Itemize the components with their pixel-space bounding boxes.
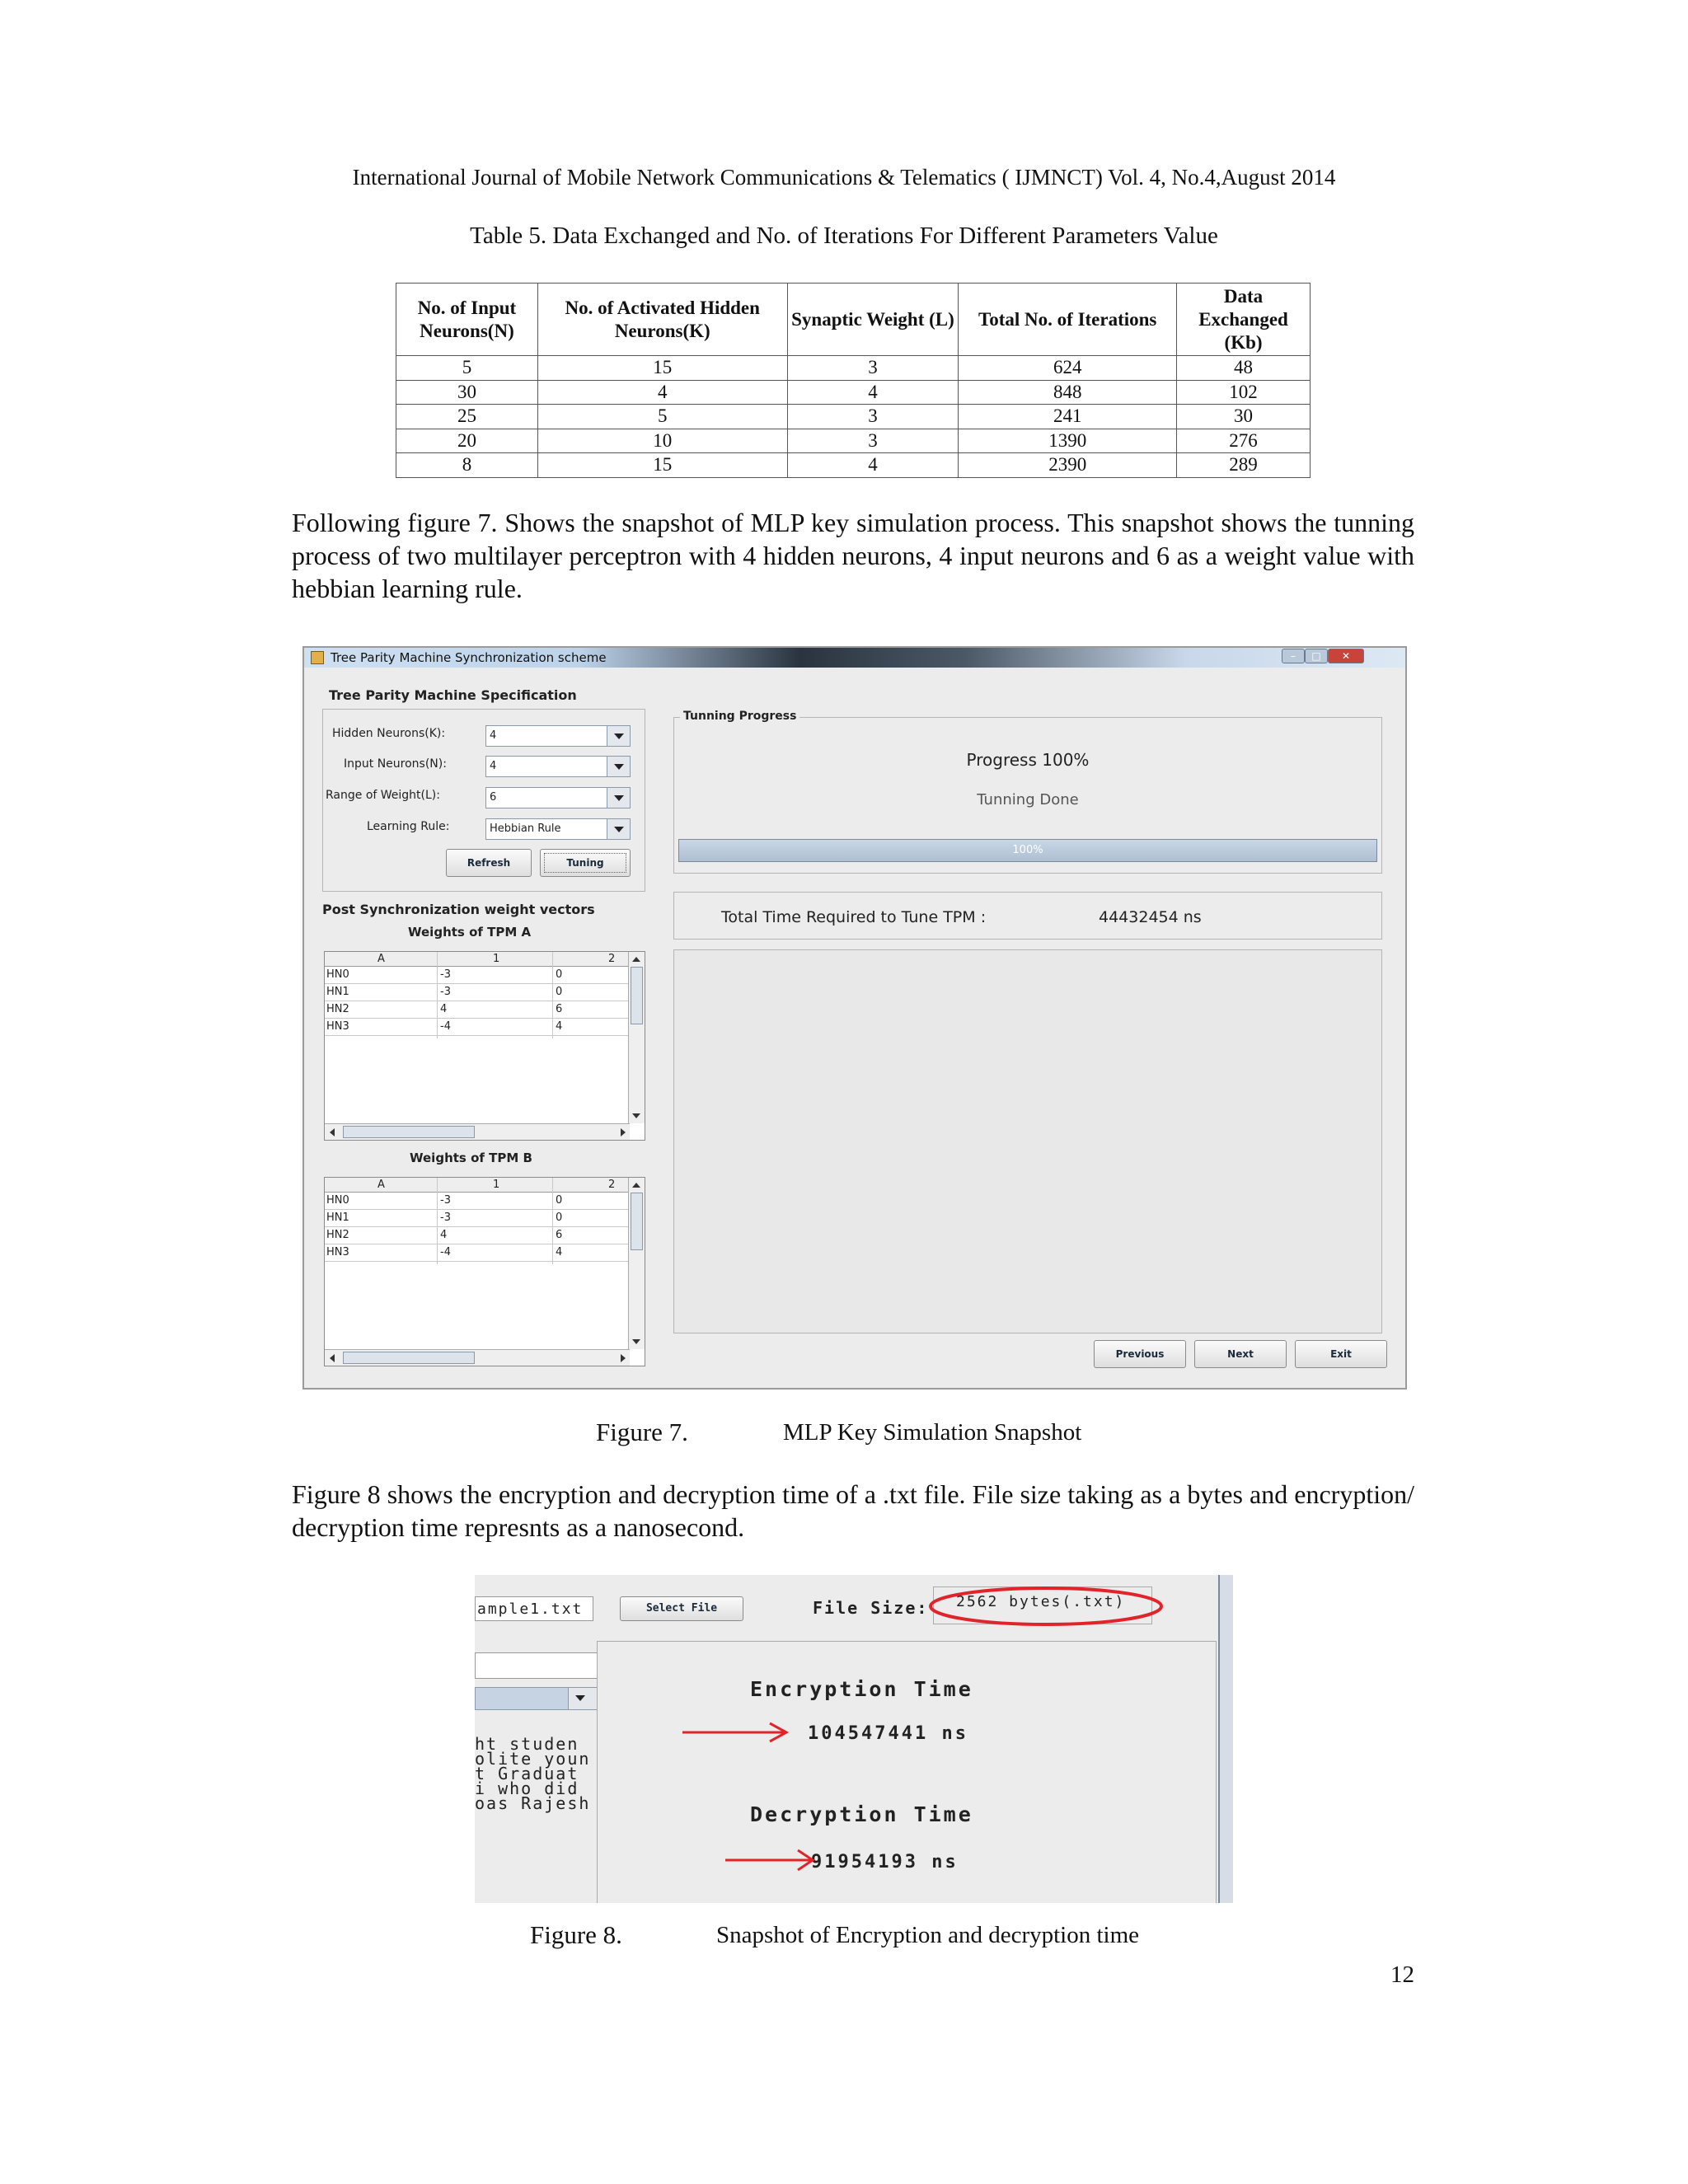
table-cell: 848 [959, 380, 1177, 405]
learning-rule-select[interactable] [485, 818, 631, 840]
table-row[interactable] [325, 967, 628, 984]
grid-cell: 6 [556, 1003, 563, 1015]
maximize-icon[interactable]: □ [1305, 649, 1328, 663]
learning-rule-label: Learning Rule: [367, 820, 450, 833]
table-cell: 2390 [959, 453, 1177, 478]
tpm-b-title: Weights of TPM B [410, 1151, 532, 1165]
table-row[interactable] [325, 984, 628, 1001]
scroll-thumb[interactable] [631, 967, 643, 1024]
grid-cell: 4 [440, 1003, 448, 1015]
grid-cell: HN2 [326, 1229, 349, 1241]
weight-range-select[interactable] [485, 787, 631, 808]
figure7-caption-number: Figure 7. [596, 1418, 688, 1446]
table-cell: 624 [959, 356, 1177, 381]
tpm-window [302, 646, 1407, 1390]
grid-cell: HN1 [326, 1212, 349, 1224]
table-cell: 102 [1177, 380, 1311, 405]
chevron-down-icon[interactable] [607, 726, 630, 746]
table-cell: 30 [1177, 405, 1311, 429]
table-header-row [396, 284, 1311, 356]
hidden-neurons-select[interactable] [485, 725, 631, 747]
scroll-thumb[interactable] [343, 1126, 475, 1138]
col-header-synaptic-weight: Synaptic Weight (L) [787, 284, 959, 356]
table-cell: 3 [787, 405, 959, 429]
scroll-right-icon[interactable] [616, 1125, 629, 1138]
grid-cell: 0 [556, 986, 563, 998]
scroll-down-icon[interactable] [630, 1109, 643, 1122]
scroll-thumb[interactable] [631, 1193, 643, 1250]
grid-cell: -3 [440, 1212, 451, 1224]
chevron-down-icon[interactable] [607, 757, 630, 776]
grid-cell: -4 [440, 1246, 451, 1258]
horizontal-scrollbar[interactable] [325, 1349, 630, 1366]
learning-rule-value: Hebbian Rule [490, 823, 561, 835]
app-icon [311, 651, 324, 664]
file-path-field[interactable]: ample1.txt [475, 1596, 593, 1621]
file-size-value: 2562 bytes(.txt) [956, 1593, 1126, 1610]
table-cell: 3 [787, 356, 959, 381]
input-neurons-label: Input Neurons(N): [344, 757, 447, 771]
grid-cell: HN2 [326, 1003, 349, 1015]
grid-cell: -3 [440, 986, 451, 998]
grid-cell: HN1 [326, 986, 349, 998]
grid-cell: HN3 [326, 1020, 349, 1033]
figure8-caption-number: Figure 8. [530, 1920, 622, 1949]
grid-cell: -3 [440, 968, 451, 981]
table-row [396, 429, 1311, 453]
grid-cell: HN0 [326, 1194, 349, 1207]
scroll-down-icon[interactable] [630, 1335, 643, 1348]
chevron-down-icon[interactable] [607, 819, 630, 839]
minimize-icon[interactable]: – [1282, 649, 1305, 663]
grid-cell: HN0 [326, 968, 349, 981]
table-row [396, 453, 1311, 478]
grid-cell: -4 [440, 1020, 451, 1033]
horizontal-scrollbar[interactable] [325, 1123, 630, 1140]
table-caption: Table 5. Data Exchanged and No. of Iterations For Different Parameters Value [470, 223, 1218, 249]
output-panel [673, 949, 1382, 1333]
table-row [396, 405, 1311, 429]
side-scrollbar[interactable] [1218, 1575, 1233, 1903]
refresh-button[interactable]: Refresh [446, 849, 532, 877]
table-cell: 10 [537, 429, 787, 453]
preview-line: ht studen [475, 1736, 579, 1754]
col-header-iterations: Total No. of Iterations [959, 284, 1177, 356]
progress-label: Progress 100% [966, 750, 1090, 770]
table-row[interactable] [325, 1193, 628, 1210]
tuning-button-label: Tuning [566, 857, 604, 869]
scroll-left-icon[interactable] [326, 1351, 339, 1364]
table-cell: 5 [537, 405, 787, 429]
preview-line: t Graduat [475, 1764, 579, 1783]
table-cell: 8 [396, 453, 538, 478]
paragraph-fig7-intro: Following figure 7. Shows the snapshot of MLP key simulation process. This snapshot shows the tunning process of two multilayer perceptron with 4 hidden neurons, 4 input neurons and 6 as a weight value with hebbian learning rule. [292, 508, 1414, 603]
scroll-thumb[interactable] [343, 1352, 475, 1364]
select-file-button[interactable]: Select File [620, 1596, 743, 1621]
scroll-up-icon[interactable] [630, 1179, 643, 1192]
total-time-label: Total Time Required to Tune TPM : [721, 908, 987, 926]
chevron-down-icon[interactable] [568, 1688, 601, 1709]
tpm-a-grid[interactable] [324, 951, 645, 1141]
grid-cell: 0 [556, 1212, 563, 1224]
progress-bar-text: 100% [1012, 844, 1043, 856]
total-time-value: 44432454 ns [1099, 908, 1202, 926]
tunning-group-title: Tunning Progress [680, 710, 799, 723]
table-cell: 5 [396, 356, 538, 381]
grid-cell: 0 [556, 1194, 563, 1207]
spec-title: Tree Parity Machine Specification [329, 687, 577, 703]
tpm-b-grid[interactable] [324, 1177, 645, 1366]
grid-col-a: A [377, 953, 385, 965]
preview-line: olite youn [475, 1749, 591, 1769]
progress-bar [678, 839, 1377, 862]
table-row[interactable] [325, 1210, 628, 1227]
table-row[interactable] [325, 1227, 628, 1244]
table-cell: 15 [537, 356, 787, 381]
exit-button[interactable]: Exit [1295, 1340, 1387, 1368]
post-sync-title: Post Synchronization weight vectors [322, 902, 595, 917]
table-cell: 4 [787, 380, 959, 405]
text-field[interactable] [475, 1652, 607, 1679]
annotation-circle [926, 1582, 1165, 1631]
chevron-down-icon[interactable] [607, 788, 630, 808]
preview-line: i who did [475, 1779, 579, 1798]
preview-line: oas Rajesh [475, 1793, 591, 1813]
table-cell: 289 [1177, 453, 1311, 478]
annotation-arrow-icon [681, 1720, 796, 1745]
grid-cell: 4 [440, 1229, 448, 1241]
tpm-a-title: Weights of TPM A [408, 925, 532, 940]
next-button[interactable]: Next [1194, 1340, 1287, 1368]
input-neurons-value: 4 [490, 760, 497, 772]
table-cell: 15 [537, 453, 787, 478]
scroll-right-icon[interactable] [616, 1351, 629, 1364]
encryption-value: 104547441 ns [808, 1723, 968, 1744]
grid-cell: 4 [556, 1020, 563, 1033]
table-cell: 276 [1177, 429, 1311, 453]
encryption-snapshot [475, 1575, 1233, 1903]
table-cell: 48 [1177, 356, 1311, 381]
weight-range-label: Range of Weight(L): [326, 789, 440, 802]
text-preview-area[interactable] [475, 1736, 598, 1903]
grid-cell: HN3 [326, 1246, 349, 1258]
window-title-bar [304, 648, 1405, 668]
col-header-input-neurons: No. of Input Neurons(N) [396, 284, 538, 356]
status-label: Tunning Done [977, 791, 1079, 808]
table-cell: 1390 [959, 429, 1177, 453]
grid-col-2: 2 [608, 1179, 616, 1191]
journal-header: International Journal of Mobile Network Communications & Telematics ( IJMNCT) Vol. 4, No.4,August 2014 [352, 165, 1336, 190]
scroll-left-icon[interactable] [326, 1125, 339, 1138]
previous-button[interactable]: Previous [1094, 1340, 1186, 1368]
decryption-value: 91954193 ns [811, 1852, 959, 1872]
table-row[interactable] [325, 1001, 628, 1019]
grid-header [325, 952, 628, 967]
table-cell: 30 [396, 380, 538, 405]
table-row [396, 356, 1311, 381]
col-header-data-exchanged: Data Exchanged (Kb) [1177, 284, 1311, 356]
decryption-label: Decryption Time [750, 1802, 973, 1826]
grid-header [325, 1178, 628, 1193]
table-cell: 25 [396, 405, 538, 429]
weight-range-value: 6 [490, 791, 497, 804]
table-cell: 4 [537, 380, 787, 405]
scroll-up-icon[interactable] [630, 953, 643, 966]
grid-col-a: A [377, 1179, 385, 1191]
paragraph-fig8-intro: Figure 8 shows the encryption and decryption time of a .txt file. File size taking as a bytes and encryption/ decryption time represnts as a nanosecond. [292, 1479, 1414, 1542]
table-row [396, 380, 1311, 405]
table-cell: 241 [959, 405, 1177, 429]
hidden-neurons-label: Hidden Neurons(K): [332, 727, 446, 740]
col-header-hidden-neurons: No. of Activated Hidden Neurons(K) [537, 284, 787, 356]
input-neurons-select[interactable] [485, 756, 631, 777]
table-cell: 20 [396, 429, 538, 453]
tuning-button[interactable] [540, 849, 631, 877]
grid-col-2: 2 [608, 953, 616, 965]
figure7-caption-text: MLP Key Simulation Snapshot [783, 1419, 1082, 1446]
grid-cell: 6 [556, 1229, 563, 1241]
grid-col-1: 1 [493, 953, 500, 965]
encryption-label: Encryption Time [750, 1677, 973, 1701]
grid-cell: -3 [440, 1194, 451, 1207]
file-size-label: File Size: [813, 1598, 929, 1618]
table-row[interactable] [325, 1019, 628, 1036]
table-cell: 3 [787, 429, 959, 453]
vertical-scrollbar[interactable] [628, 1178, 645, 1349]
figure8-caption-text: Snapshot of Encryption and decryption time [716, 1922, 1140, 1948]
grid-cell: 4 [556, 1246, 563, 1258]
grid-cell: 0 [556, 968, 563, 981]
table-row[interactable] [325, 1244, 628, 1262]
data-table [396, 283, 1311, 478]
close-icon[interactable]: ✕ [1328, 649, 1364, 663]
window-title: Tree Parity Machine Synchronization scheme [331, 650, 607, 665]
annotation-arrow-icon [724, 1847, 823, 1873]
vertical-scrollbar[interactable] [628, 952, 645, 1123]
table-cell: 4 [787, 453, 959, 478]
page-number: 12 [1390, 1961, 1414, 1988]
grid-col-1: 1 [493, 1179, 500, 1191]
focus-ring [544, 853, 626, 873]
hidden-neurons-value: 4 [490, 729, 497, 742]
dropdown[interactable] [475, 1687, 602, 1710]
